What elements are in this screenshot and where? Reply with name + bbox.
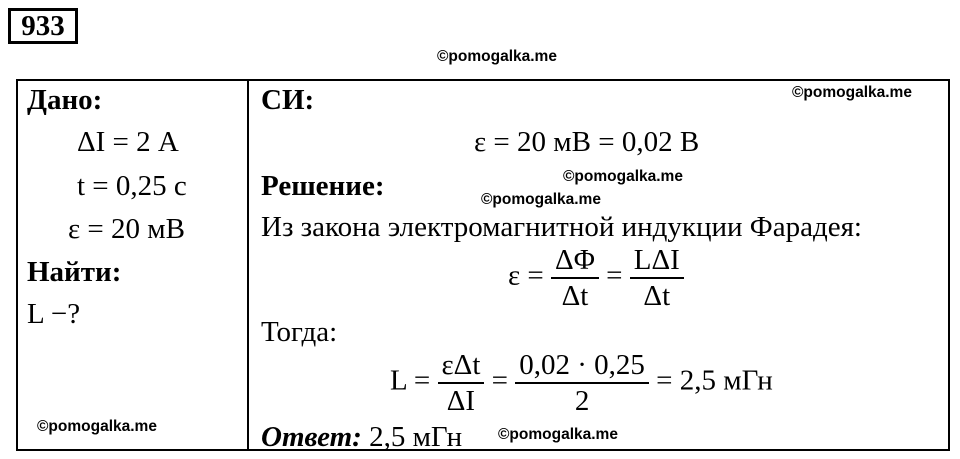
watermark-top: ©pomogalka.me: [437, 48, 557, 65]
faraday-num-1: ΔΦ: [555, 244, 595, 276]
solution-title: Решение:: [261, 170, 385, 202]
watermark-top-right: ©pomogalka.me: [792, 84, 912, 101]
calc-lhs: L =: [390, 364, 431, 397]
given-line-current: ΔI = 2 А: [77, 126, 179, 158]
calc-fraction-2: [515, 348, 649, 418]
answer-line: [261, 421, 462, 453]
calc-formula: [390, 348, 773, 418]
column-divider: [247, 79, 249, 451]
find-value: L −?: [27, 298, 81, 330]
faraday-den-2: Δt: [643, 280, 671, 312]
faraday-fraction-2: [630, 243, 684, 313]
answer-value: 2,5 мГн: [369, 421, 463, 453]
then-label: Тогда:: [261, 316, 338, 348]
watermark-bottom-left: ©pomogalka.me: [37, 418, 157, 435]
faraday-num-2: LΔI: [633, 244, 680, 276]
find-title: Найти:: [27, 256, 122, 288]
faraday-fraction-1: [551, 243, 599, 313]
faraday-den-1: Δt: [561, 280, 589, 312]
faraday-formula: [508, 243, 684, 313]
given-line-emf: ε = 20 мВ: [68, 213, 185, 245]
watermark-middle-2: ©pomogalka.me: [481, 191, 601, 208]
watermark-bottom: ©pomogalka.me: [498, 426, 618, 443]
problem-number: 933: [8, 8, 78, 44]
si-title: СИ:: [261, 84, 315, 116]
calc-result: = 2,5 мГн: [656, 364, 773, 397]
calc-fraction-1: [438, 348, 485, 418]
watermark-middle-1: ©pomogalka.me: [563, 168, 683, 185]
calc-den-2: 2: [574, 385, 590, 417]
faraday-lhs: ε =: [508, 259, 544, 292]
given-title: Дано:: [27, 84, 103, 116]
calc-den-1: ΔI: [446, 385, 476, 417]
solution-intro: Из закона электромагнитной индукции Фарадея:: [261, 211, 862, 243]
si-conversion: ε = 20 мВ = 0,02 В: [474, 126, 700, 158]
calc-eq: =: [491, 364, 508, 397]
calc-num-1: εΔt: [441, 349, 481, 381]
calc-num-2: 0,02 · 0,25: [519, 349, 645, 381]
faraday-eq: =: [606, 259, 623, 292]
answer-label: Ответ:: [261, 421, 362, 453]
given-line-time: t = 0,25 с: [77, 170, 187, 202]
